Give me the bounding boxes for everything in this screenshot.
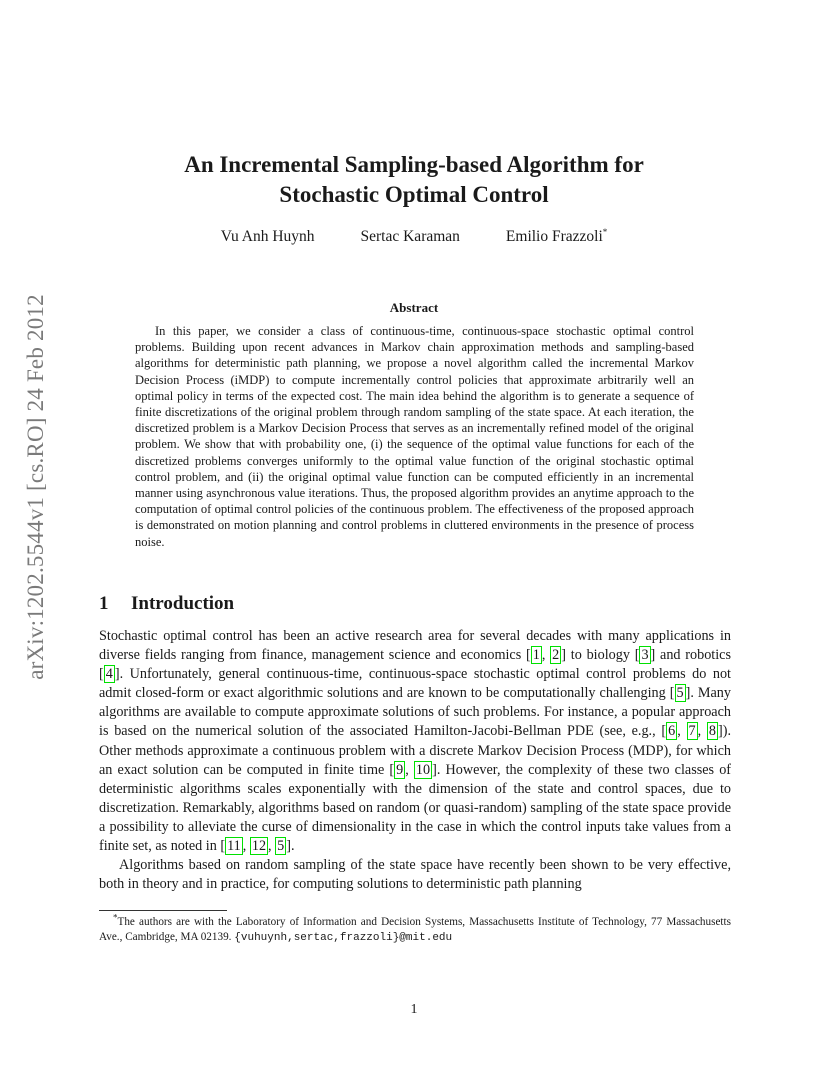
paper-title xyxy=(100,150,728,210)
citation-link[interactable]: 1 xyxy=(532,647,540,664)
paper-title-line-2: Stochastic Optimal Control xyxy=(279,182,549,207)
citation-link[interactable]: 5 xyxy=(277,838,285,855)
author-list xyxy=(0,228,828,246)
footnote-email: {vuhuynh,sertac,frazzoli}@mit.edu xyxy=(234,931,453,944)
citation-link[interactable]: 4 xyxy=(105,666,113,683)
introduction-body xyxy=(99,627,731,894)
footnote-divider xyxy=(99,910,227,911)
footnote-mark: * xyxy=(113,912,118,923)
section-number: 1 xyxy=(99,593,109,614)
citation-link[interactable]: 9 xyxy=(396,761,404,778)
paper-title-line-1: An Incremental Sampling-based Algorithm for xyxy=(184,152,644,177)
citation-link[interactable]: 3 xyxy=(641,647,649,664)
author-name: Emilio Frazzoli* xyxy=(505,226,608,245)
citation-link[interactable]: 5 xyxy=(676,685,684,702)
section-heading xyxy=(99,593,234,615)
footnote: *The authors are with the Laboratory of Information and Decision Systems, Massachusetts Institute of Technology, 77 Massachusetts Ave., Cambridge, MA 02139. {vuhuynh,sertac,frazzoli}@mit.edu xyxy=(99,912,731,944)
paragraph: Algorithms based on random sampling of the state space have recently been shown to be very effective, both in theory and in practice, for computing solutions to deterministic path planning xyxy=(99,857,731,893)
citation-link[interactable]: 10 xyxy=(415,761,431,778)
arxiv-identifier: arXiv:1202.5544v1 [cs.RO] 24 Feb 2012 xyxy=(23,294,48,680)
author-name: Vu Anh Huynh xyxy=(220,228,315,245)
author-name: Sertac Karaman xyxy=(360,228,460,245)
abstract-heading: Abstract xyxy=(389,300,439,315)
abstract-text: In this paper, we consider a class of continuous-time, continuous-space stochastic optimal control problems. Building upon recent advances in Markov chain approximation methods and sampling-based algorithms for deterministic path planning, we propose a novel algorithm called the incremental Markov Decision Process (iMDP) to compute incrementally control policies that approximate arbitrarily well an optimal policy in terms of the expected cost. The main idea behind the algorithm is to generate a sequence of finite discretizations of the original problem through random sampling of the state space. At each iteration, the discretized problem is a Markov Decision Process that serves as an incrementally refined model of the original problem. We show that with probability one, (i) the sequence of the optimal value functions for each of the discretized problems converges uniformly to the optimal value function of the original stochastic optimal control problem, and (ii) the original optimal value function can be computed efficiently in an incremental manner using asynchronous value iterations. Thus, the proposed algorithm provides an anytime approach to the computation of optimal control policies of the continuous problem. The effectiveness of the proposed approach is demonstrated on motion planning and control problems in cluttered environments in the presence of process noise. xyxy=(135,324,694,549)
citation-link[interactable]: 7 xyxy=(688,723,696,740)
author-footnote-mark: * xyxy=(602,226,608,237)
citation-link[interactable]: 6 xyxy=(668,723,676,740)
page-number: 1 xyxy=(410,1002,418,1017)
citation-link[interactable]: 11 xyxy=(227,838,241,855)
section-title: Introduction xyxy=(131,593,235,614)
citation-link[interactable]: 2 xyxy=(552,647,560,664)
citation-link[interactable]: 12 xyxy=(251,838,267,855)
citation-link[interactable]: 8 xyxy=(708,723,716,740)
paragraph: Stochastic optimal control has been an active research area for several decades with many applications in diverse fields ranging from finance, management science and economics [ 1 , 2 ] to biology [ 3 ] and robotics [ 4 ]. Unfortunately, general continuous-time, continuous-space stochastic optimal control problems do not admit closed-form or exact algorithmic solutions and are known to be computationally challenging [ 5 ]. Many algorithms are available to compute approximate solutions of such problems. For instance, a popular approach is based on the numerical solution of the associated Hamilton-Jacobi-Bellman PDE (see, e.g., [ 6 , 7 , 8 ]). Other methods approximate a continuous problem with a discrete Markov Decision Process (MDP), for which an exact solution can be computed in finite time [ 9 , 10 ]. However, the complexity of these two classes of deterministic algorithms scales exponentially with the dimension of the state and control spaces, due to discretization. Remarkably, algorithms based on random (or quasi-random) sampling of the state space provide a possibility to alleviate the curse of dimensionality in the case in which the control inputs take values from a finite set, as noted in [ 11 , 12 , 5 ]. xyxy=(99,628,732,855)
